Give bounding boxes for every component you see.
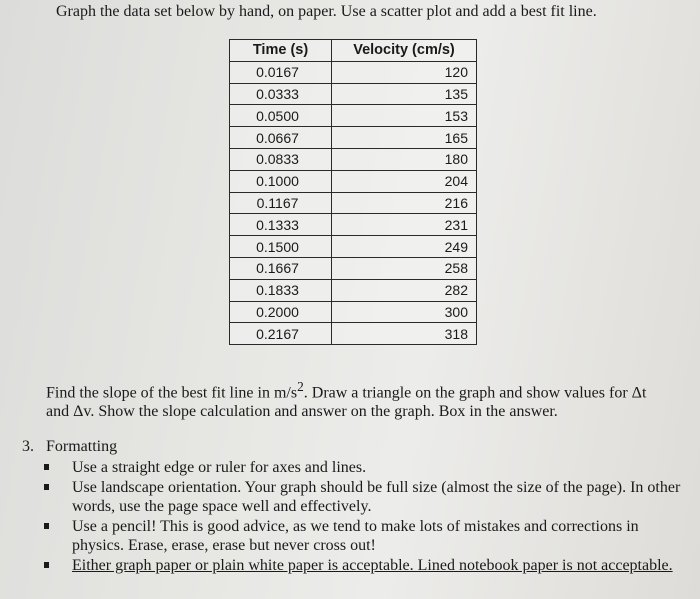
table-row bbox=[230, 192, 477, 214]
formatting-list bbox=[44, 458, 694, 575]
velocity-cell: 300 bbox=[332, 301, 477, 323]
velocity-cell: 120 bbox=[332, 61, 477, 83]
table-row bbox=[230, 148, 477, 170]
table-row bbox=[230, 257, 477, 279]
slope-line1-b: . Draw a triangle on the graph and show values for Δt bbox=[303, 384, 647, 402]
bullet-text: Either graph paper or plain white paper is acceptable. Lined notebook paper is not acceptable. bbox=[72, 556, 673, 574]
velocity-cell: 204 bbox=[332, 170, 477, 192]
slope-instructions bbox=[46, 377, 696, 421]
time-cell: 0.0333 bbox=[230, 83, 332, 105]
bullet-text: Use a straight edge or ruler for axes and lines. bbox=[72, 459, 367, 476]
table-row bbox=[230, 127, 477, 149]
velocity-cell: 258 bbox=[332, 257, 477, 279]
slope-line1-sup: 2 bbox=[297, 379, 304, 394]
time-cell: 0.1833 bbox=[230, 279, 332, 301]
bullet-text: Use landscape orientation. Your graph should be full size (almost the size of the page). In other words, use the page space well and effectively. bbox=[72, 478, 681, 515]
table-row bbox=[230, 279, 477, 301]
bullet-icon bbox=[44, 464, 49, 470]
time-cell: 0.1000 bbox=[230, 170, 332, 192]
table-row bbox=[230, 61, 477, 83]
velocity-cell: 249 bbox=[332, 236, 477, 258]
table-row bbox=[230, 105, 477, 127]
table-header-row bbox=[230, 40, 477, 62]
time-cell: 0.0833 bbox=[230, 148, 332, 170]
velocity-cell: 231 bbox=[332, 214, 477, 236]
time-cell: 0.1667 bbox=[230, 257, 332, 279]
table-row bbox=[230, 323, 477, 345]
bullet-icon bbox=[44, 562, 49, 568]
bullet-text: Use a pencil! This is good advice, as we tend to make lots of mistakes and corrections in physics. Erase, erase, erase but never cross out! bbox=[72, 517, 639, 554]
time-cell: 0.0500 bbox=[230, 105, 332, 127]
table-row bbox=[230, 170, 477, 192]
slope-line2: and Δv. Show the slope calculation and answer on the graph. Box in the answer. bbox=[46, 403, 558, 421]
time-cell: 0.2000 bbox=[230, 301, 332, 323]
table-row bbox=[230, 83, 477, 105]
velocity-column-header: Velocity (cm/s) bbox=[332, 40, 477, 62]
bullet-icon bbox=[44, 523, 49, 529]
time-cell: 0.0167 bbox=[230, 61, 332, 83]
time-cell: 0.2167 bbox=[230, 323, 332, 345]
time-cell: 0.1333 bbox=[230, 214, 332, 236]
velocity-cell: 282 bbox=[332, 279, 477, 301]
list-item bbox=[44, 517, 694, 556]
velocity-cell: 165 bbox=[332, 127, 477, 149]
bullet-icon bbox=[44, 484, 49, 490]
list-item bbox=[44, 478, 694, 517]
velocity-cell: 135 bbox=[332, 83, 477, 105]
table-row bbox=[230, 236, 477, 258]
velocity-cell: 180 bbox=[332, 148, 477, 170]
time-cell: 0.0667 bbox=[230, 127, 332, 149]
list-item bbox=[44, 556, 694, 576]
time-column-header: Time (s) bbox=[230, 40, 332, 62]
section-heading: Formatting bbox=[46, 438, 118, 455]
velocity-cell: 153 bbox=[332, 105, 477, 127]
table-body bbox=[230, 61, 477, 344]
table-row bbox=[230, 301, 477, 323]
list-item bbox=[44, 458, 694, 478]
time-cell: 0.1167 bbox=[230, 192, 332, 214]
instruction-text: Graph the data set below by hand, on paper. Use a scatter plot and add a best fit line. bbox=[56, 3, 597, 20]
velocity-cell: 318 bbox=[332, 323, 477, 345]
velocity-cell: 216 bbox=[332, 192, 477, 214]
time-cell: 0.1500 bbox=[230, 236, 332, 258]
section-number: 3. bbox=[22, 438, 34, 455]
slope-line1-a: Find the slope of the best fit line in m/s bbox=[46, 384, 298, 402]
table-row bbox=[230, 214, 477, 236]
data-table bbox=[229, 39, 477, 345]
